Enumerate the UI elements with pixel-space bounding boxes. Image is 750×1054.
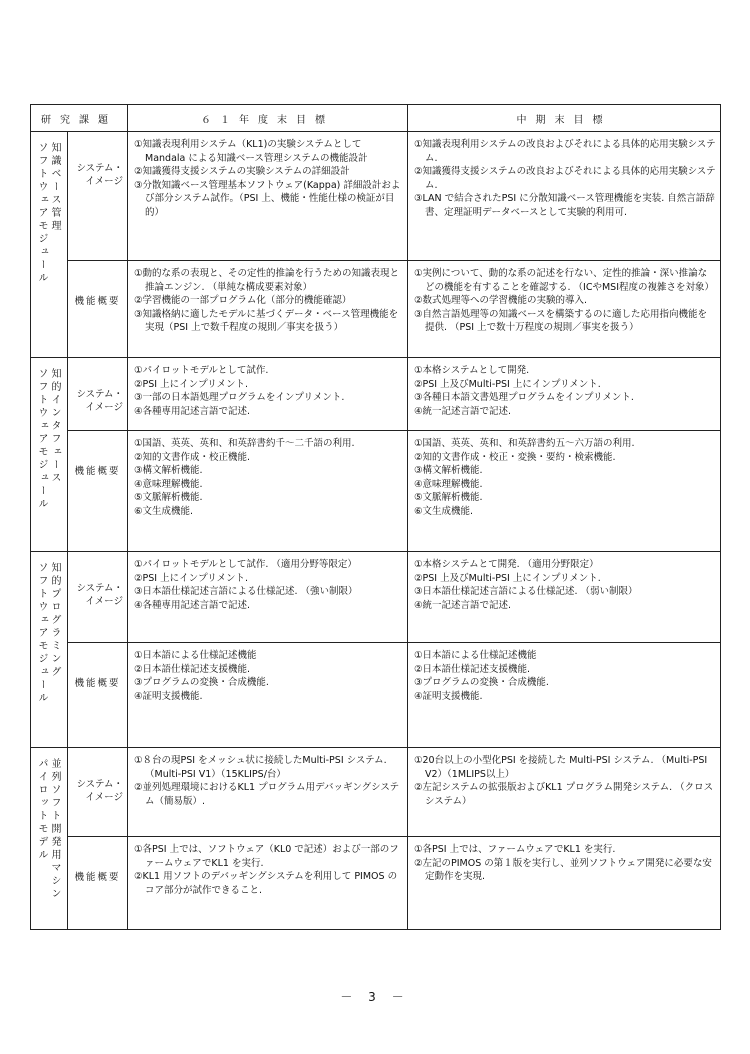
goal-item: ②左記システムの拡張版およびKL1 プログラム開発システム. （クロスシステム） bbox=[414, 782, 714, 807]
goal-list bbox=[128, 837, 407, 905]
goal-item: ②知的文書作成・校正機能. bbox=[134, 451, 251, 463]
midterm-goal-cell bbox=[408, 748, 721, 837]
kind-label-system-image: システム・イメージ bbox=[76, 389, 123, 413]
table-row-function-overview bbox=[31, 261, 721, 358]
year61-goal-cell bbox=[128, 431, 408, 552]
topic-group bbox=[31, 132, 721, 358]
goal-item: ③構文解析機能. bbox=[134, 465, 203, 477]
goal-item: ⑥文生成機能. bbox=[414, 505, 474, 517]
research-topic-title bbox=[31, 358, 67, 511]
midterm-goal-cell bbox=[408, 552, 721, 643]
goal-item: ④証明支援機能. bbox=[134, 690, 203, 702]
goal-list bbox=[128, 132, 407, 228]
kind-label-function-overview: 機能概要 bbox=[74, 466, 121, 477]
goal-item: ③自然言語処理等の知識ベースを構築するのに適した応用指向機能を提供. （PSI 上で数十万程度の規則／事実を扱う） bbox=[414, 308, 708, 334]
table-header-row bbox=[31, 105, 721, 132]
midterm-goal-cell bbox=[408, 358, 721, 431]
goal-item: ②KL1 用ソフトのデバッギングシステムを利用して PIMOS のコア部分が試作できること. bbox=[134, 871, 398, 896]
table-row-system-image bbox=[31, 132, 721, 261]
topic-group bbox=[31, 748, 721, 930]
kind-label-function-overview: 機能概要 bbox=[74, 296, 121, 307]
goal-item: ④証明支援機能. bbox=[414, 690, 483, 702]
goal-item: ①国語、英英、英和、和英辞書約千～二千語の利用. bbox=[134, 438, 355, 449]
goal-item: ①20台以上の小型化PSI を接続した Multi-PSI システム. （Multi-PSI V2）（1MLIPS以上） bbox=[414, 755, 708, 780]
goal-item: ③知識格納に適したモデルに基づくデータ・ベース管理機能を実現（PSI 上で数千程度の規則／事実を扱う） bbox=[134, 308, 399, 334]
research-topic-title bbox=[31, 748, 67, 901]
goal-item: ⑤文脈解析機能. bbox=[134, 492, 203, 504]
goal-item: ③日本語仕様記述言語による仕様記述. （強い制限） bbox=[134, 586, 358, 598]
research-topic-title bbox=[31, 132, 67, 285]
goal-item: ①日本語による仕様記述機能 bbox=[414, 650, 537, 661]
year61-goal-cell bbox=[128, 132, 408, 261]
topic-title-column: ソフトウェアモジュール bbox=[36, 142, 47, 285]
research-topic-title bbox=[31, 552, 67, 705]
goal-item: ③各種日本語文書処理プログラムをインプリメント. bbox=[414, 392, 634, 404]
kind-cell bbox=[68, 837, 128, 930]
goal-item: ②学習機能の一部プログラム化（部分的機能確認） bbox=[134, 295, 352, 307]
midterm-goal-cell bbox=[408, 643, 721, 748]
year61-goal-cell bbox=[128, 358, 408, 431]
research-goals-table bbox=[30, 104, 721, 930]
goal-item: ③分散知識ベース管理基本ソフトウェア(Kappa) 詳細設計および部分システム試作。（PSI 上、機能・性能仕様の検証が目的） bbox=[134, 179, 401, 218]
goal-item: ②PSI 上にインプリメント. bbox=[134, 378, 249, 390]
topic-title-column: ソフトウェアモジュール bbox=[36, 562, 47, 705]
topic-title-column: 知的プログラミング bbox=[49, 562, 60, 679]
goal-item: ②PSI 上及びMulti-PSI 上にインプリメント. bbox=[414, 572, 601, 584]
goal-item: ②PSI 上及びMulti-PSI 上にインプリメント. bbox=[414, 378, 601, 390]
kind-cell bbox=[68, 552, 128, 643]
year61-goal-cell bbox=[128, 261, 408, 358]
goal-list bbox=[408, 552, 720, 620]
goal-item: ⑤文脈解析機能. bbox=[414, 492, 483, 504]
goal-item: ②並列処理環境におけるKL1 プログラム用デバッギングシステム（簡易版）. bbox=[134, 782, 400, 807]
goal-item: ④統一記述言語で記述. bbox=[414, 405, 512, 417]
table-row-system-image bbox=[31, 552, 721, 643]
kind-cell bbox=[68, 431, 128, 552]
goal-list bbox=[408, 261, 720, 343]
goal-item: ①各PSI 上では、ファームウェアでKL1 を実行. bbox=[414, 844, 616, 855]
goal-item: ②知識獲得支援システムの実験システムの詳細設計 bbox=[134, 166, 350, 178]
goal-item: ③LAN で結合されたPSI に分散知識ベース管理機能を実装. 自然言語辞書、定理証明データベースとして実験的利用可. bbox=[414, 193, 715, 218]
research-topic-cell bbox=[31, 552, 68, 748]
goal-list bbox=[128, 358, 407, 426]
header-midterm-goal: 中期末目標 bbox=[408, 105, 721, 132]
goal-item: ④各種専用記述言語で記述. bbox=[134, 599, 251, 611]
research-topic-cell bbox=[31, 748, 68, 930]
header-year61-goal: ６１年度末目標 bbox=[128, 105, 408, 132]
goal-item: ①８台の現PSI をメッシュ状に接続したMulti-PSI システム. （Multi-PSI V1）（15KLIPS/台） bbox=[134, 755, 387, 780]
year61-goal-cell bbox=[128, 552, 408, 643]
goal-item: ①日本語による仕様記述機能 bbox=[134, 650, 257, 661]
topic-title-column: 知的インタフェース bbox=[49, 368, 60, 485]
goal-list bbox=[408, 748, 720, 816]
topic-title-column: ソフトウェアモジュール bbox=[36, 368, 47, 511]
topic-title-column: 知識ベース管理 bbox=[49, 142, 60, 233]
midterm-goal-cell bbox=[408, 431, 721, 552]
page-number: － 3 － bbox=[340, 990, 410, 1004]
year61-goal-cell bbox=[128, 748, 408, 837]
goal-list bbox=[408, 643, 720, 711]
goal-item: ②知的文書作成・校正・変換・要約・検索機能. bbox=[414, 451, 616, 463]
goal-list bbox=[408, 837, 720, 892]
research-topic-cell bbox=[31, 132, 68, 358]
kind-cell bbox=[68, 261, 128, 358]
goal-item: ④意味理解機能. bbox=[134, 478, 203, 490]
goal-item: ①パイロットモデルとして試作. （適用分野等限定） bbox=[134, 559, 357, 570]
table-row-function-overview bbox=[31, 837, 721, 930]
kind-cell bbox=[68, 358, 128, 431]
kind-label-function-overview: 機能概要 bbox=[74, 872, 121, 883]
goal-list bbox=[128, 643, 407, 711]
goal-item: ④統一記述言語で記述. bbox=[414, 599, 512, 611]
midterm-goal-cell bbox=[408, 837, 721, 930]
goal-item: ①知識表現利用システム（KL1)の実験システムとして Mandala による知識ベース管理システムの機能設計 bbox=[134, 139, 368, 164]
goal-list bbox=[128, 552, 407, 620]
goal-list bbox=[408, 431, 720, 527]
midterm-goal-cell bbox=[408, 261, 721, 358]
goal-list bbox=[128, 261, 407, 343]
goal-item: ①動的な系の表現と、その定性的推論を行うための知識表現と推論エンジン. （単純な構成要素対象） bbox=[134, 268, 400, 293]
goal-list bbox=[128, 748, 407, 816]
table-row-function-overview bbox=[31, 431, 721, 552]
goal-item: ③プログラムの変換・合成機能. bbox=[134, 677, 269, 689]
goal-item: ②PSI 上にインプリメント. bbox=[134, 572, 249, 584]
topic-title-column: 並列ソフト開発用マシン bbox=[49, 758, 60, 901]
goal-item: ③日本語仕様記述言語による仕様記述. （弱い制限） bbox=[414, 586, 638, 598]
goal-item: ②左記のPIMOS の第１版を実行し、並列ソフトウェア開発に必要な安定動作を実現. bbox=[414, 857, 712, 883]
topic-group bbox=[31, 358, 721, 552]
kind-label-system-image: システム・イメージ bbox=[76, 163, 123, 187]
kind-cell bbox=[68, 132, 128, 261]
goal-item: ①本格システムとて開発. （適用分野限定） bbox=[414, 559, 599, 570]
goal-item: ②日本語仕様記述支援機能. bbox=[134, 663, 251, 675]
goal-item: ⑥文生成機能. bbox=[134, 505, 194, 517]
goal-item: ④意味理解機能. bbox=[414, 478, 483, 490]
goal-item: ①パイロットモデルとして試作. bbox=[134, 365, 269, 376]
year61-goal-cell bbox=[128, 643, 408, 748]
year61-goal-cell bbox=[128, 837, 408, 930]
goal-item: ①国語、英英、英和、和英辞書約五～六万語の利用. bbox=[414, 438, 635, 449]
kind-cell bbox=[68, 643, 128, 748]
table-row-system-image bbox=[31, 358, 721, 431]
kind-label-function-overview: 機能概要 bbox=[74, 678, 121, 689]
goal-item: ②日本語仕様記述支援機能. bbox=[414, 663, 531, 675]
goal-item: ①本格システムとして開発. bbox=[414, 365, 530, 376]
midterm-goal-cell bbox=[408, 132, 721, 261]
goal-item: ②数式処理等への学習機能の実験的導入. bbox=[414, 295, 588, 307]
goal-item: ①実例について、動的な系の記述を行ない、定性的推論・深い推論などの機能を有することを確認する. （ICやMSI程度の複雑さを対象） bbox=[414, 268, 715, 293]
goal-item: ④各種専用記述言語で記述. bbox=[134, 405, 251, 417]
goal-item: ③プログラムの変換・合成機能. bbox=[414, 677, 549, 689]
topic-title-column: パイロットモデル bbox=[36, 758, 47, 862]
goal-list bbox=[408, 358, 720, 426]
kind-cell bbox=[68, 748, 128, 837]
topic-group bbox=[31, 552, 721, 748]
kind-label-system-image: システム・イメージ bbox=[76, 583, 123, 607]
table-row-system-image bbox=[31, 748, 721, 837]
goal-item: ①知識表現利用システムの改良およびそれによる具体的応用実験システム. bbox=[414, 139, 716, 164]
table-row-function-overview bbox=[31, 643, 721, 748]
research-topic-cell bbox=[31, 358, 68, 552]
kind-label-system-image: システム・イメージ bbox=[76, 779, 123, 803]
header-topic: 研究課題 bbox=[31, 105, 128, 132]
goal-list bbox=[128, 431, 407, 527]
goal-item: ③一部の日本語処理プログラムをインプリメント. bbox=[134, 392, 345, 404]
goal-item: ②知識獲得支援システムの改良およびそれによる具体的応用実験システム. bbox=[414, 166, 716, 191]
goal-item: ①各PSI 上では、ソフトウェア（KL0 で記述）および一部のファームウェアでKL1 を実行. bbox=[134, 844, 399, 869]
goal-item: ③構文解析機能. bbox=[414, 465, 483, 477]
goal-list bbox=[408, 132, 720, 228]
